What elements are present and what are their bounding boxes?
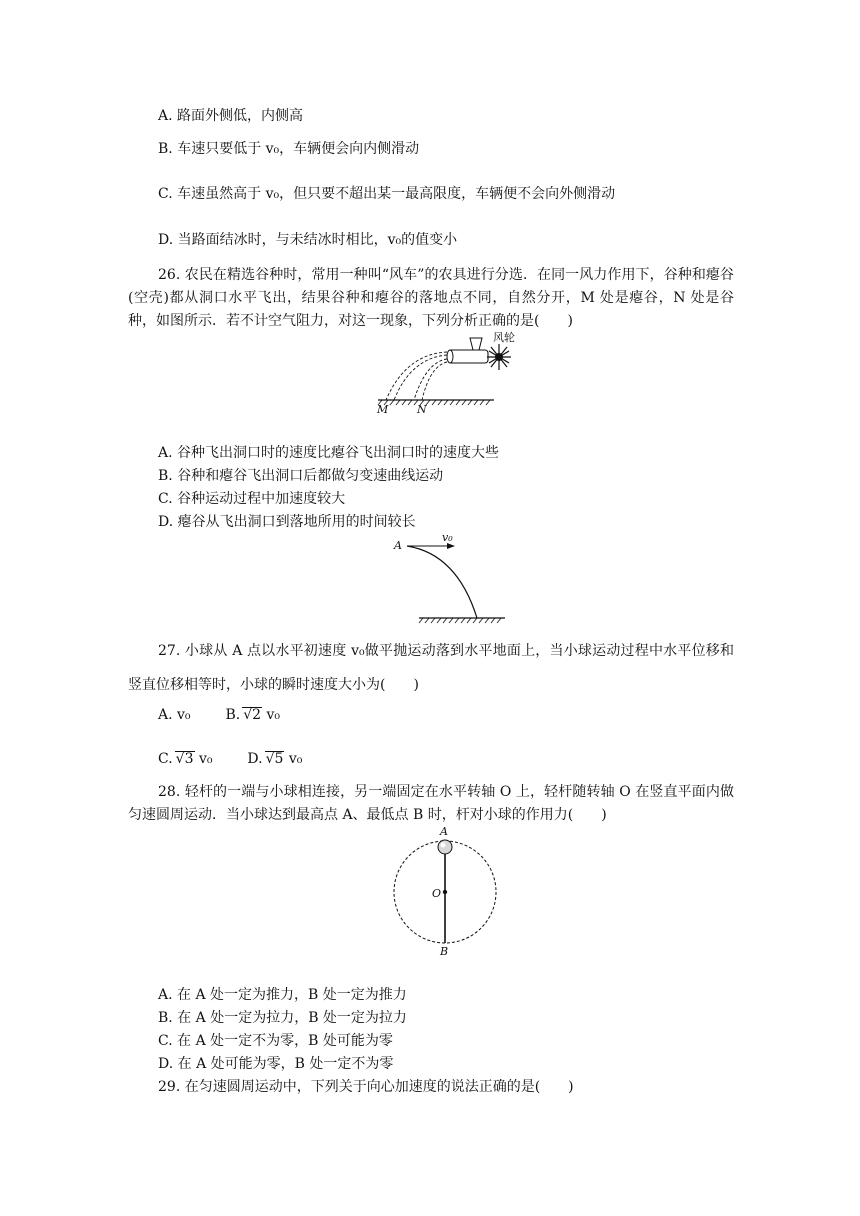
q27-options-row2 (158, 748, 302, 770)
q28-option-d: D. 在 A 处可能为零，B 处一定不为零 (158, 1056, 394, 1072)
q25-option-a: A. 路面外侧低，内侧高 (158, 108, 304, 124)
point-m-label: M (377, 403, 389, 416)
q26-option-d: D. 瘪谷从飞出洞口到落地所用的时间较长 (158, 514, 416, 530)
q27-stem: 27. 小球从 A 点以水平初速度 v₀做平抛运动落到水平地面上，当小球运动过程中水平位移和竖直位移相等时，小球的瞬时速度大小为( ) (128, 643, 734, 693)
q26-option-b: B. 谷种和瘪谷飞出洞口后都做匀变速曲线运动 (158, 468, 444, 484)
rod-circle-figure (386, 825, 506, 960)
q26-option-a: A. 谷种飞出洞口时的速度比瘪谷飞出洞口时的速度大些 (158, 445, 500, 461)
q27-option-a: A. v₀ (158, 707, 191, 723)
q26-stem: 26. 农民在精选谷种时，常用一种叫“风车”的农具进行分选．在同一风力作用下，谷种和瘪谷(空壳)都从洞口水平飞出，结果谷种和瘪谷的落地点不同，自然分开，M 处是瘪谷，N 处是谷种，如图所示．若不计空气阻力，对这一现象，下列分析正确的是( ) (128, 267, 734, 329)
q26-option-c: C. 谷种运动过程中加速度较大 (158, 491, 346, 507)
q25-option-d: D. 当路面结冰时，与未结冰时相比，v₀的值变小 (158, 232, 458, 248)
point-n-label: N (417, 403, 427, 416)
q29-stem: 29. 在匀速圆周运动中，下列关于向心加速度的说法正确的是( ) (158, 1079, 574, 1095)
wind-wheel-label: 风轮 (493, 331, 515, 344)
point-a-top-label: A (440, 825, 448, 838)
point-b-label: B (440, 945, 449, 958)
q28-option-a: A. 在 A 处一定为推力，B 处一定为推力 (158, 987, 407, 1003)
point-a-label: A (394, 539, 402, 552)
projectile-figure (395, 530, 515, 625)
q27-options-row1 (158, 704, 280, 726)
q28-option-b: B. 在 A 处一定为拉力，B 处一定为拉力 (158, 1010, 407, 1026)
q27-option-b: B. √2 v₀ (225, 707, 281, 723)
q28-stem: 28. 轻杆的一端与小球相连接，另一端固定在水平转轴 O 上，轻杆随转轴 O 在竖直平面内做匀速圆周运动．当小球达到最高点 A、最低点 B 时，杆对小球的作用力( ) (128, 784, 734, 823)
q28-option-c: C. 在 A 处一定不为零，B 处可能为零 (158, 1033, 393, 1049)
v0-label: v₀ (442, 531, 453, 544)
q27-option-d: D. √5 v₀ (247, 751, 303, 767)
q25-option-c: C. 车速虽然高于 v₀，但只要不超出某一最高限度，车辆便不会向外侧滑动 (158, 186, 616, 202)
q25-option-b: B. 车速只要低于 v₀，车辆便会向内侧滑动 (158, 141, 420, 157)
point-o-label: O (432, 887, 442, 900)
q27-option-c: C. √3 v₀ (158, 751, 213, 767)
